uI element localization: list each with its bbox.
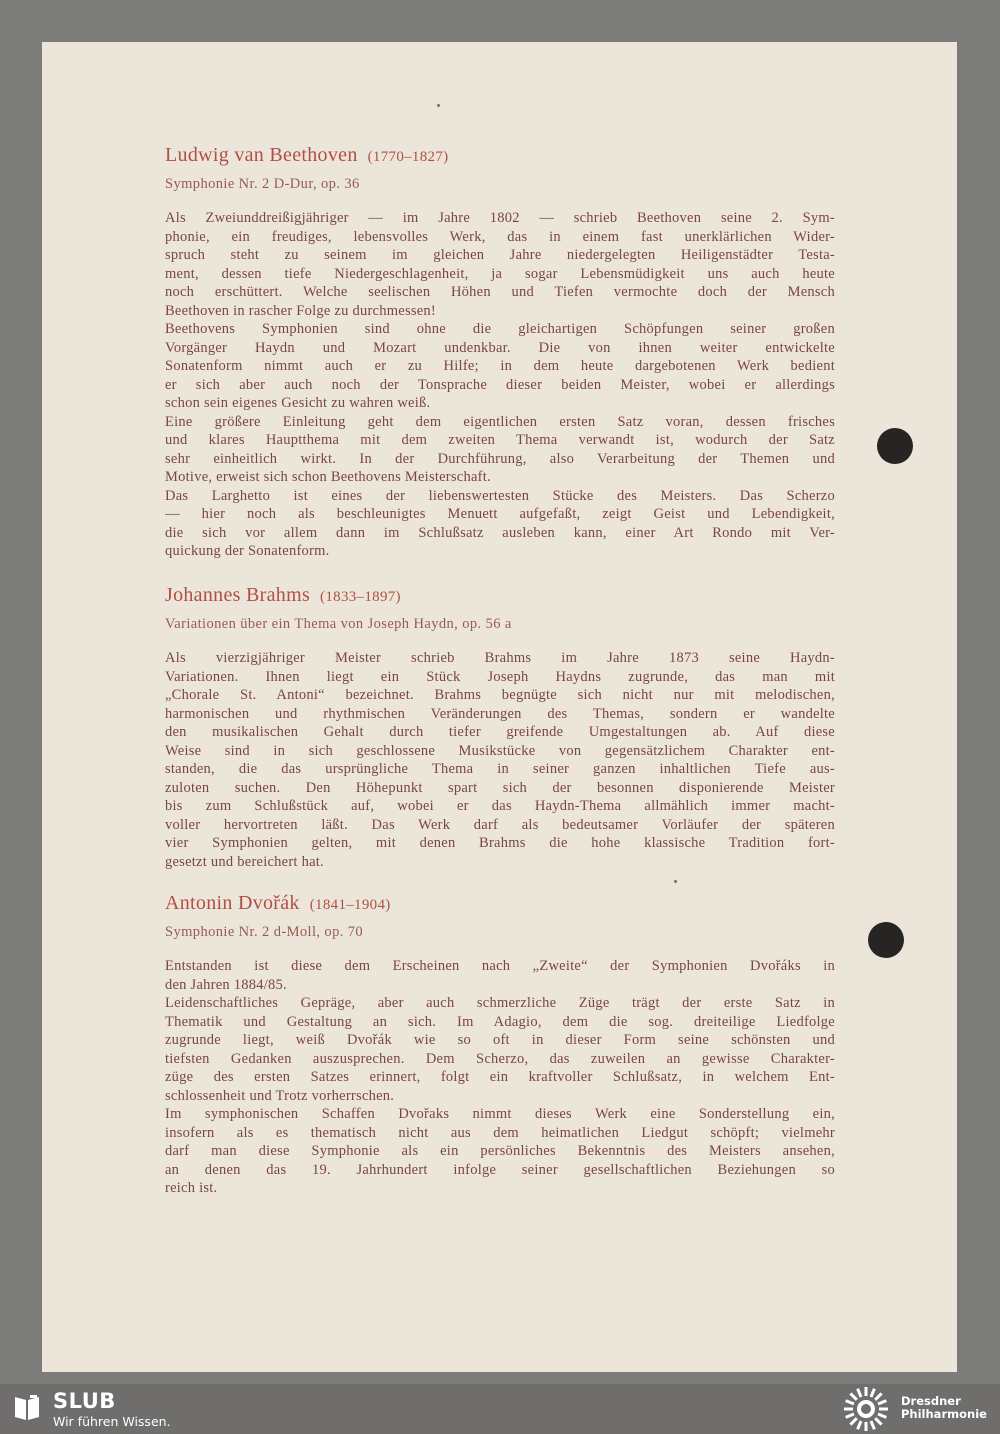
text-line: an denen das 19. Jahrhundert infolge seiner gesellschaftlichen Beziehungen so	[165, 1161, 835, 1178]
composer-name: Ludwig van Beethoven	[165, 144, 358, 166]
composer-name: Johannes Brahms	[165, 584, 311, 606]
text-line: insofern als es thematisch nicht aus dem heimatlichen Liedgut schöpft; vielmehr	[165, 1124, 835, 1141]
viewer-footer	[0, 1384, 1000, 1434]
work-title: Symphonie Nr. 2 D-Dur, op. 36	[165, 176, 360, 192]
composer-dates: (1833–1897)	[320, 589, 401, 605]
text-line: phonie, ein freudiges, lebensvolles Werk, das in einem fast unerklärlichen Wider-	[165, 228, 835, 245]
text-line: Entstanden ist diese dem Erscheinen nach „Zweite“ der Symphonien Dvořáks in	[165, 958, 835, 974]
text-line: Leidenschaftliches Gepräge, aber auch schmerzliche Züge trägt der erste Satz in	[165, 995, 835, 1011]
text-line: Im symphonischen Schaffen Dvořaks nimmt dieses Werk eine Sonderstellung ein,	[165, 1106, 835, 1122]
section-body	[165, 649, 835, 871]
text-line: Als vierzigjähriger Meister schrieb Brahms im Jahre 1873 seine Haydn-	[165, 650, 835, 666]
text-line: darf man diese Symphonie als ein persönliches Bekenntnis des Meisters ansehen,	[165, 1143, 835, 1159]
text-line: Weise sind in sich geschlossene Musikstücke von gegensätzlichem Charakter ent-	[165, 742, 835, 759]
text-line: züge des ersten Satzes erinnert, folgt ein kraftvoller Schlußsatz, in welchem Ent-	[165, 1069, 835, 1085]
text-line: bis zum Schlußstück auf, wobei er das Haydn-Thema allmählich immer macht-	[165, 798, 835, 814]
section-body	[165, 957, 835, 1198]
text-line: sehr einheitlich wirkt. In der Durchführung, also Verarbeitung der Themen und	[165, 450, 835, 467]
text-line: und klares Hauptthema mit dem zweiten Thema verwandt ist, wodurch der Satz	[165, 432, 835, 448]
section-brahms	[165, 584, 835, 871]
text-line: Variationen. Ihnen liegt ein Stück Joseph Haydns zugrunde, das man mit	[165, 668, 835, 685]
text-line: die sich vor allem dann im Schlußsatz ausleben kann, einer Art Rondo mit Ver-	[165, 524, 835, 541]
section-heading	[165, 144, 835, 167]
text-line: harmonischen und rhythmischen Veränderungen des Themas, sondern er wandelte	[165, 705, 835, 722]
partner-name-line2: Philharmonie	[901, 1407, 987, 1421]
work-title: Symphonie Nr. 2 d-Moll, op. 70	[165, 924, 364, 940]
text-line: spruch steht zu seinem im gleichen Jahre niedergelegten Heiligenstädter Testa-	[165, 247, 835, 263]
work-title: Variationen über ein Thema von Joseph Haydn, op. 56 a	[165, 616, 512, 632]
composer-name: Antonin Dvořák	[165, 892, 300, 914]
text-line: den musikalischen Gehalt durch tiefer greifende Umgestaltungen ab. Auf diese	[165, 724, 835, 740]
partner-name[interactable]	[901, 1395, 987, 1421]
section-beethoven	[165, 144, 835, 561]
text-line: ment, dessen tiefe Niedergeschlagenheit, ja sogar Lebensmüdigkeit uns auch heute	[165, 265, 835, 282]
text-line: reich ist.	[165, 1180, 218, 1196]
text-line: zuloten suchen. Den Höhepunkt spart sich der besonnen disponierende Meister	[165, 779, 835, 796]
text-line: Als Zweiunddreißigjähriger — im Jahre 1802 — schrieb Beethoven seine 2. Sym-	[165, 210, 835, 226]
text-line: quickung der Sonatenform.	[165, 543, 330, 559]
section-heading	[165, 584, 835, 607]
section-heading	[165, 892, 835, 915]
text-line: gesetzt und bereichert hat.	[165, 853, 324, 870]
composer-dates: (1841–1904)	[309, 897, 391, 913]
philharmonie-logo-icon[interactable]	[843, 1386, 889, 1432]
text-line: Beethoven in rascher Folge zu durchmessen!	[165, 302, 437, 319]
text-line: zugrunde liegt, weiß Dvořák wie so oft in dieser Form seine schönsten und	[165, 1032, 835, 1048]
library-name[interactable]: SLUB	[53, 1389, 116, 1413]
text-line: noch erschüttert. Welche seelischen Höhen und Tiefen vermochte doch der Mensch	[165, 284, 835, 300]
text-line: Motive, erweist sich schon Beethovens Meisterschaft.	[165, 469, 491, 485]
library-tagline: Wir führen Wissen.	[53, 1414, 171, 1429]
slub-logo-icon[interactable]	[12, 1393, 42, 1423]
text-line: Eine größere Einleitung geht dem eigentlichen ersten Satz voran, dessen frisches	[165, 413, 835, 430]
text-line: tiefsten Gedanken auszusprechen. Dem Scherzo, das zuweilen an gewisse Charakter-	[165, 1050, 835, 1067]
paper-speck	[674, 880, 677, 883]
text-line: Thematik und Gestaltung an sich. Im Adagio, dem die sog. dreiteilige Liedfolge	[165, 1013, 835, 1030]
text-line: Sonatenform nimmt auch er zu Hilfe; in dem heute dargebotenen Werk bedient	[165, 358, 835, 374]
text-line: „Chorale St. Antoni“ bezeichnet. Brahms begnügte sich nicht nur mit melodischen,	[165, 687, 835, 703]
text-line: Beethovens Symphonien sind ohne die gleichartigen Schöpfungen seiner großen	[165, 321, 835, 337]
text-line: den Jahren 1884/85.	[165, 976, 287, 993]
punch-hole-icon	[877, 428, 913, 464]
text-line: vier Symphonien gelten, mit denen Brahms die hohe klassische Tradition fort-	[165, 835, 835, 851]
document-page	[42, 42, 957, 1372]
text-line: schlossenheit und Trotz vorherrschen.	[165, 1087, 395, 1104]
text-line: schon sein eigenes Gesicht zu wahren weiß.	[165, 395, 431, 411]
paper-speck	[437, 104, 440, 107]
section-dvorak	[165, 892, 835, 1198]
composer-dates: (1770–1827)	[367, 149, 449, 165]
text-line: — hier noch als beschleunigtes Menuett aufgefaßt, zeigt Geist und Lebendigkeit,	[165, 506, 835, 522]
text-line: Das Larghetto ist eines der liebenswertesten Stücke des Meisters. Das Scherzo	[165, 487, 835, 504]
text-line: er sich aber auch noch der Tonsprache dieser beiden Meister, wobei er allerdings	[165, 376, 835, 393]
text-line: Vorgänger Haydn und Mozart undenkbar. Die von ihnen weiter entwickelte	[165, 339, 835, 356]
partner-name-line1: Dresdner	[901, 1394, 961, 1408]
punch-hole-icon	[868, 922, 904, 958]
text-line: voller hervortreten läßt. Das Werk darf als bedeutsamer Vorläufer der späteren	[165, 816, 835, 833]
section-body	[165, 209, 835, 561]
text-line: standen, die das ursprüngliche Thema in seiner ganzen inhaltlichen Tiefe aus-	[165, 761, 835, 777]
